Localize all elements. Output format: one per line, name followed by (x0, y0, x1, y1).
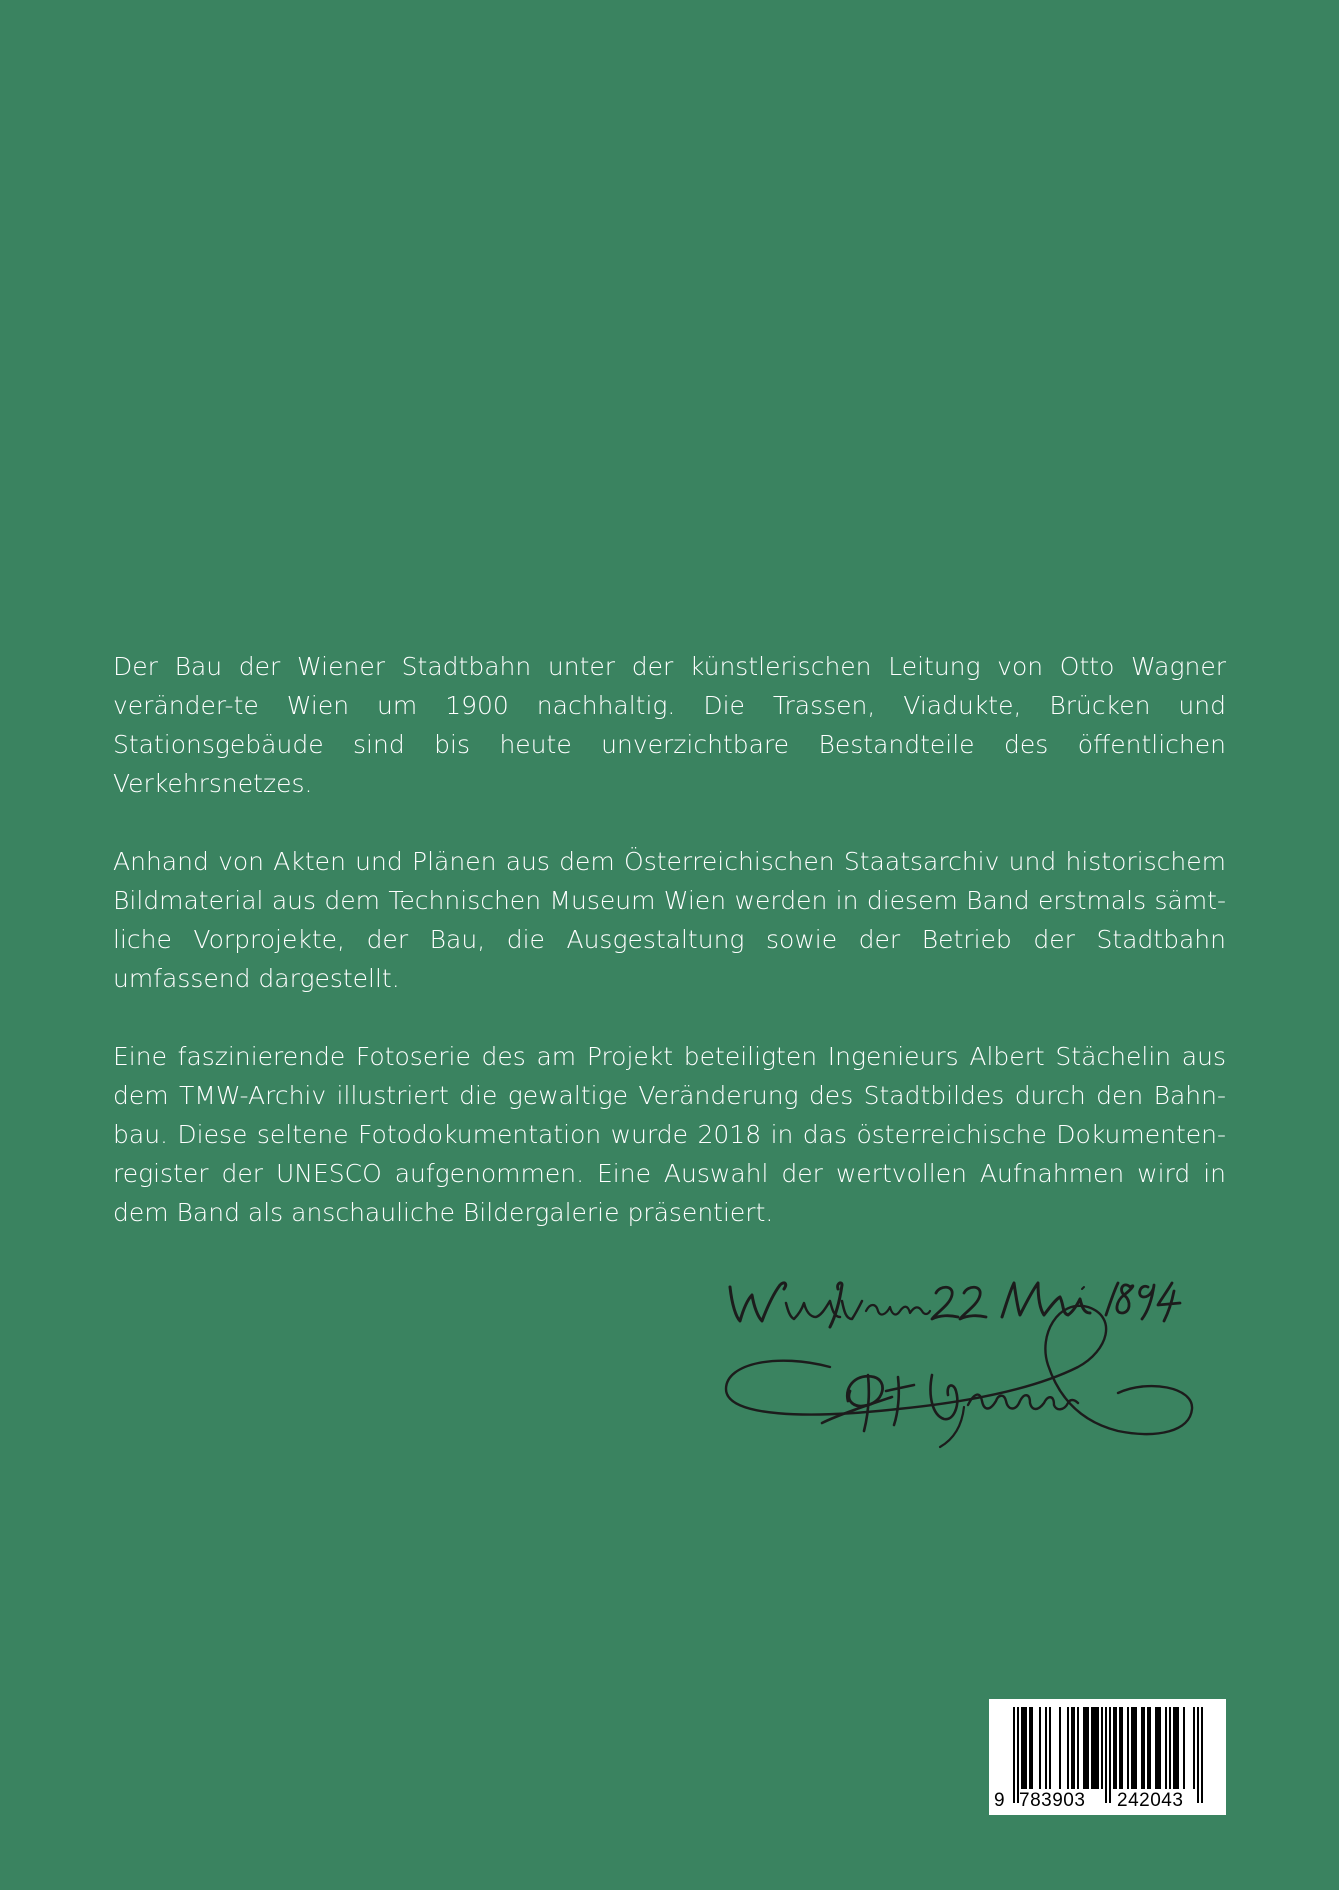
barcode-bar (1169, 1707, 1171, 1789)
barcode-bar (1113, 1707, 1115, 1789)
barcode-bar (1141, 1707, 1143, 1789)
barcode-prefix-digit: 9 (994, 1790, 1006, 1811)
barcode-bar (1197, 1707, 1199, 1803)
barcode-bar (1149, 1707, 1151, 1789)
barcode-bar (1067, 1707, 1069, 1789)
barcode-bar (1201, 1707, 1203, 1803)
barcode-bar (1159, 1707, 1161, 1789)
barcode-bar (1095, 1707, 1097, 1789)
barcode-bar (1017, 1707, 1019, 1803)
barcode-bar (1083, 1707, 1085, 1789)
barcode-right-digits: 242043 (1117, 1790, 1184, 1811)
blurb-paragraph-2: Anhand von Akten und Plänen aus dem Österreichischen Staatsarchiv und historischem Bildmaterial aus dem Technischen Museum Wien werden in diesem Band erstmals sämt-liche Vorprojekte, der Bau, die Ausgestaltung sowie der Betrieb der Stadtbahn umfassend dargestellt. (113, 847, 1226, 993)
barcode-bar (1127, 1707, 1129, 1789)
barcode-bar (1177, 1707, 1179, 1789)
blurb-paragraph-1: Der Bau der Wiener Stadtbahn unter der künstlerischen Leitung von Otto Wagner veränder-te Wien um 1900 nachhaltig. Die Trassen, Viadukte, Brücken und Stationsgebäude sind bis heute unverzichtbare Bestandteile des öffentlichen Verkehrsnetzes. (113, 652, 1226, 798)
barcode-bar (1071, 1707, 1073, 1789)
barcode-bar (1101, 1707, 1103, 1789)
barcode-bar (1073, 1707, 1075, 1789)
barcode-bar (1091, 1707, 1093, 1789)
barcode-bar (1087, 1707, 1089, 1789)
barcode-bar (1143, 1707, 1145, 1789)
barcode-bar (1039, 1707, 1041, 1789)
barcode-left-digits: 783903 (1019, 1790, 1086, 1811)
barcode-bar (1059, 1707, 1061, 1789)
barcode-bar (1135, 1707, 1137, 1789)
barcode-bar (1133, 1707, 1135, 1789)
barcode-bar (1093, 1707, 1095, 1789)
barcode-bar (1175, 1707, 1177, 1789)
barcode-bar (1105, 1707, 1107, 1803)
barcode-bar (1193, 1707, 1195, 1789)
barcode-bar (1155, 1707, 1157, 1789)
barcode-bar (1119, 1707, 1121, 1789)
barcode-bar (1097, 1707, 1099, 1789)
isbn-barcode (989, 1699, 1226, 1815)
barcode-bar (1025, 1707, 1027, 1789)
barcode-bar (1045, 1707, 1047, 1789)
barcode-bar (1157, 1707, 1159, 1789)
barcode-bar (1085, 1707, 1087, 1789)
barcode-bar (1109, 1707, 1111, 1803)
barcode-bar (1173, 1707, 1175, 1789)
barcode-bar (1077, 1707, 1079, 1789)
barcode-bar (1183, 1707, 1185, 1789)
barcode-bar (1165, 1707, 1167, 1789)
blurb-text (113, 647, 1226, 1271)
barcode-bar (1131, 1707, 1133, 1789)
barcode-bar (1147, 1707, 1149, 1789)
barcode-bar (1021, 1707, 1023, 1789)
handwritten-signature (718, 1255, 1208, 1465)
barcode-bar (1115, 1707, 1117, 1789)
barcode-bar (1049, 1707, 1051, 1789)
blurb-paragraph-3: Eine faszinierende Fotoserie des am Projekt beteiligten Ingenieurs Albert Stächelin aus dem TMW-Archiv illustriert die gewaltige Veränderung des Stadtbildes durch den Bahn-bau. Diese seltene Fotodokumentation wurde 2018 in das österreichische Dokumenten-register der UNESCO aufgenommen. Eine Auswahl der wertvollen Aufnahmen wird in dem Band als anschauliche Bildergalerie präsentiert. (113, 1042, 1226, 1227)
barcode-bar (1121, 1707, 1123, 1789)
barcode-bar (1023, 1707, 1025, 1789)
barcode-bar (1013, 1707, 1015, 1803)
barcode-bar (1031, 1707, 1033, 1789)
barcode-bar (1029, 1707, 1031, 1789)
